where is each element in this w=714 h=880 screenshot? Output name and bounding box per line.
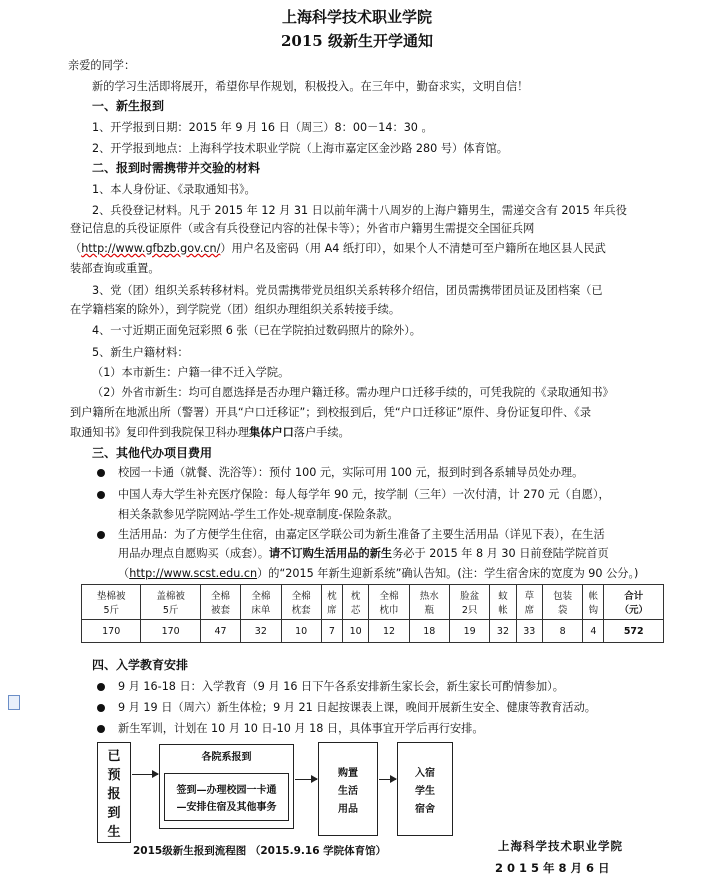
cost-header-cell (141, 585, 200, 620)
material-2-line-d: 装部查询或重置。 (70, 262, 160, 275)
cost-header-cell (583, 585, 604, 620)
flow-text: 各院系报到 (201, 752, 252, 763)
bullet-icon (97, 491, 105, 499)
flow-arrow (132, 774, 158, 775)
cost-header-text: 被套 (211, 605, 231, 616)
insurance-item-line-a: 中国人寿大学生补充医疗保险：每人每学年 90 元，按学制（三年）一次付清，计 270 元（自愿）， (118, 488, 610, 501)
cost-header-text: （元） (619, 605, 648, 616)
report-location: 2、开学报到地点：上海科学技术职业学院（上海市嘉定区金沙路 280 号）体育馆。 (92, 142, 508, 155)
cost-header-text: 5斤 (103, 605, 119, 616)
orientation-item: 9 月 16-18 日：入学教育（9 月 16 日下午各系安排新生家长会，新生家长可酌情参加）。 (118, 680, 564, 693)
section-4-heading: 四、入学教育安排 (92, 658, 189, 672)
paren-open: （ (118, 567, 130, 580)
material-3-line-b: 在学籍档案的除外），到学院党（团）组织办理组织关系转接手续。 (70, 303, 401, 316)
material-5-2-line-a: （2）外省市新生：均可自愿选择是否办理户籍迁移。需办理户口迁移手续的，可凭我院的《录取通知书》 (92, 386, 614, 399)
cost-header-text: 枕 (350, 591, 361, 602)
flow-text: 生活 (338, 786, 358, 797)
cost-header-cell (449, 585, 489, 620)
signature-date: 2 0 1 5 年 8 月 6 日 (495, 861, 610, 875)
supplies-item-line-a: 生活用品：为了方便学生住宿，由嘉定区学联公司为新生准备了主要生活用品（详见下表），在生活 (118, 528, 605, 541)
cost-header-cell (321, 585, 342, 620)
notice-title: 2015 级新生开学通知 (281, 32, 433, 50)
cost-header-cell (409, 585, 449, 620)
signature-school: 上海科学技术职业学院 (498, 839, 623, 853)
cost-value-cell: 572 (604, 620, 664, 643)
health-check-item: 9 月 19 日（周六）新生体检；9 月 21 日起按课表上课，晚间开展新生安全、健康等教育活动。 (118, 701, 596, 714)
material-2-line-c (70, 241, 670, 257)
cost-header-text: 瓶 (424, 605, 435, 616)
cost-header-text: 热水 (419, 591, 439, 602)
supplies-item-line-b-end: 务必于 2015 年 8 月 30 日前登陆学院首页 (392, 547, 609, 560)
cost-header-text: 全棉 (251, 591, 271, 602)
cost-header-text: 席 (524, 605, 535, 616)
cost-value-cell: 4 (583, 620, 604, 643)
flow-text: 用品 (338, 804, 358, 815)
material-2-line-b: 登记信息的兵役证原件（或含有兵役登记内容的社保卡等）；外省市户籍男生需提交全国征兵网 (70, 222, 535, 235)
cost-header-text: 钩 (588, 605, 599, 616)
cost-value-cell: 18 (409, 620, 449, 643)
campus-card-item: 校园一卡通（就餐、洗浴等）：预付 100 元，实际可用 100 元，报到时到各系辅导员处办理。 (118, 466, 584, 479)
cost-header-text: 5斤 (162, 605, 179, 616)
material-2-line-c-text: ）用户名及密码（用 A4 纸打印），如果个人不清楚可至户籍所在地区县人民武 (220, 242, 606, 255)
flow-inner-box (164, 773, 289, 821)
section-2-heading: 二、报到时需携带并交验的材料 (92, 161, 261, 175)
cost-header-cell (490, 585, 516, 620)
cost-header-text: 合计 (624, 591, 644, 602)
bullet-icon (97, 725, 105, 733)
conscription-link[interactable]: http://www.gfbzb.gov.cn/ (81, 242, 221, 255)
cost-table-header-row (82, 585, 664, 620)
collective-hukou: 集体户口 (249, 426, 294, 439)
supplies-item-line-c (118, 566, 714, 582)
flow-text: 签到—办理校园一卡通 (176, 785, 277, 796)
greeting: 亲爱的同学： (68, 59, 136, 72)
material-4: 4、一寸近期正面免冠彩照 6 张（已在学院拍过数码照片的除外）。 (92, 324, 421, 337)
flow-text: 生 (107, 825, 121, 840)
intro-paragraph: 新的学习生活即将展开，希望你早作规划，积极投入。在三年中，勤奋求实，文明自信！ (92, 80, 529, 93)
cost-header-text: 袋 (557, 605, 568, 616)
cost-value-cell: 8 (543, 620, 583, 643)
supplies-item-line-c-text: ）的“2015 年新生迎新系统”确认告知。(注：学生宿舍床的宽度为 90 公分。) (257, 567, 639, 580)
flow-box-preregistered (97, 742, 131, 843)
cost-value-cell: 12 (369, 620, 409, 643)
material-5-2-line-c (70, 425, 670, 441)
cost-header-cell (281, 585, 321, 620)
cost-header-text: 全棉 (291, 591, 311, 602)
cost-header-cell (604, 585, 664, 620)
cost-header-cell (82, 585, 141, 620)
cost-value-cell: 10 (342, 620, 368, 643)
cost-header-text: 蚊 (498, 591, 508, 602)
supplies-notice-bold: 请不订购生活用品的新生 (269, 547, 393, 560)
cost-header-text: 枕 (327, 591, 337, 602)
cost-value-cell: 32 (241, 620, 281, 643)
section-3-heading: 三、其他代办项目费用 (92, 446, 213, 460)
cost-header-text: 脸盆 (460, 591, 480, 602)
cost-header-text: 帐 (498, 605, 508, 616)
cost-header-text: 包装 (553, 591, 573, 602)
flow-box-department-registration (159, 744, 294, 829)
cost-header-text: 全棉 (379, 591, 399, 602)
cost-header-cell (342, 585, 368, 620)
bullet-icon (97, 683, 105, 691)
paren-open: （ (70, 242, 82, 255)
cost-header-text: 芯 (350, 605, 361, 616)
bullet-icon (97, 704, 105, 712)
cost-header-cell (241, 585, 281, 620)
cost-header-text: 帐 (588, 591, 599, 602)
cost-header-text: 枕套 (291, 605, 311, 616)
military-training-item: 新生军训，计划在 10 月 10 日-10 月 18 日，具体事宜开学后再行安排。 (118, 722, 484, 735)
material-5-2-line-b: 到户籍所在地派出所（警署）开具“户口迁移证”；到校报到后，凭“户口迁移证”原件、身份证复印件、《录 (70, 406, 592, 419)
flow-text: 宿舍 (415, 804, 435, 815)
cost-header-text: 2只 (461, 605, 478, 616)
supplies-item-line-b-text: 用品办理点自愿购买（成套）。 (118, 547, 270, 560)
flow-arrow (379, 779, 396, 780)
cost-value-cell: 10 (281, 620, 321, 643)
cost-value-cell: 7 (321, 620, 342, 643)
flow-text: 预 (107, 768, 121, 783)
cost-value-cell: 19 (449, 620, 489, 643)
cost-header-cell (369, 585, 409, 620)
material-2-line-a: 2、兵役登记材料。凡于 2015 年 12 月 31 日以前年满十八周岁的上海户籍男生，需递交含有 2015 年兵役 (92, 204, 627, 217)
supplies-item-line-b (118, 546, 714, 562)
flow-box-buy-supplies (318, 742, 378, 836)
bullet-icon (97, 531, 105, 539)
cost-header-text: 席 (327, 605, 337, 616)
flowchart-caption: 2015级新生报到流程图 （2015.9.16 学院体育馆） (133, 845, 387, 857)
flow-box-check-in-dorm (397, 742, 453, 836)
cost-header-text: 盖棉被 (156, 591, 185, 602)
cost-header-cell (200, 585, 240, 620)
cost-value-cell: 47 (200, 620, 240, 643)
report-date: 1、开学报到日期：2015 年 9 月 16 日（周三）8：00－14：30 。 (92, 121, 433, 134)
school-website-link[interactable]: http://www.scst.edu.cn (129, 567, 258, 580)
cost-header-text: 枕巾 (379, 605, 399, 616)
material-5: 5、新生户籍材料： (92, 346, 189, 359)
material-1: 1、本人身份证、《录取通知书》。 (92, 183, 256, 196)
cost-header-text: 床单 (251, 605, 271, 616)
material-5-2-line-c-end: 落户手续。 (293, 426, 350, 439)
cost-value-cell: 170 (82, 620, 141, 643)
cost-header-cell (516, 585, 542, 620)
flow-text: 已 (107, 749, 121, 764)
cost-value-cell: 33 (516, 620, 542, 643)
insurance-item-line-b: 相关条款参见学院网站-学生工作处-规章制度-保险条款。 (118, 508, 399, 521)
cost-header-text: 全棉 (211, 591, 231, 602)
flow-text: 学生 (415, 786, 435, 797)
flow-text: 购置 (338, 768, 358, 779)
material-5-1: （1）本市新生：户籍一律不迁入学院。 (92, 366, 290, 379)
material-3-line-a: 3、党（团）组织关系转移材料。党员需携带党员组织关系转移介绍信，团员需携带团员证及团档案（已 (92, 284, 603, 297)
cost-header-cell (543, 585, 583, 620)
flow-arrow (295, 779, 317, 780)
document-icon[interactable] (8, 695, 20, 710)
flow-text: 到 (107, 806, 121, 821)
cost-value-cell: 32 (490, 620, 516, 643)
flow-text: —安排住宿及其他事务 (176, 802, 277, 813)
section-1-heading: 一、新生报到 (92, 99, 165, 113)
cost-header-text: 草 (524, 591, 535, 602)
material-5-2-line-c-text: 取通知书》复印件到我院保卫科办理 (70, 426, 250, 439)
flow-text: 报 (107, 787, 121, 802)
cost-value-cell: 170 (141, 620, 200, 643)
supplies-cost-table (81, 584, 664, 643)
school-title: 上海科学技术职业学院 (281, 8, 432, 26)
bullet-icon (97, 469, 105, 477)
flow-text: 入宿 (415, 768, 435, 779)
cost-table-value-row (82, 620, 664, 643)
cost-header-text: 垫棉被 (96, 591, 126, 602)
